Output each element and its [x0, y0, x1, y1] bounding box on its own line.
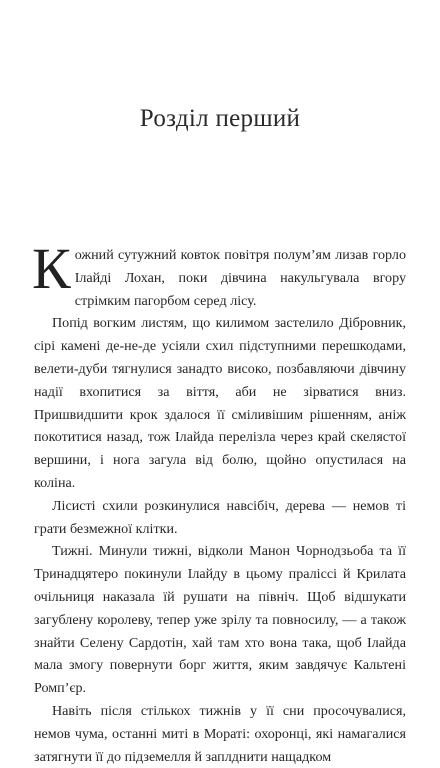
drop-cap: К — [32, 236, 71, 301]
paragraph — [32, 236, 406, 312]
chapter-title: Розділ перший — [139, 105, 301, 132]
paragraph: Лісисті схили розкинулися навсібіч, дерева — немов ті грати безмежної клітки. — [34, 497, 406, 537]
chapter-body — [32, 236, 406, 768]
paragraph: Попід вогким листям, що килимом застелило Дібровник, сірі камені де-не-де усіяли схил підступними перешкодами, велети-дуби тягнулися занадто високо, позбавляючи дівчину надії вхопитися за віття, аби не зірватися вниз. Пришвидшити крок здалося її сміливішим рішенням, аніж покотитися назад, тож Ілайда перелізла через край скелястої вершини, і нога загула від болю, щойно опустилася на коліна. — [34, 315, 406, 491]
paragraph: Навіть після стількох тижнів у її сни просочувалися, немов чума, останні миті в Мораті: охоронці, які намагалися затягнути її до підземелля й заплднити нащадком — [34, 702, 406, 765]
paragraph-text: ожний сутужний ковток повітря полум’ям лизав горло Ілайді Лохан, поки дівчина накульгувала вгору стрімким пагорбом серед лісу. — [74, 247, 406, 309]
paragraph: Тижні. Минули тижні, відколи Манон Чорнодзьоба та її Тринадцятеро покинули Ілайду в цьому праліссі й Крилата очільниця наказала їй рушати на північ. Щоб відшукати загублену королеву, тепер уже зрілу та повносилу, — а також знайти Селену Сардотін, хай там хто вона така, щоб Ілайда мала змогу повернути борг життя, яким завдячує Кальтені Ромп’єр. — [34, 543, 406, 697]
